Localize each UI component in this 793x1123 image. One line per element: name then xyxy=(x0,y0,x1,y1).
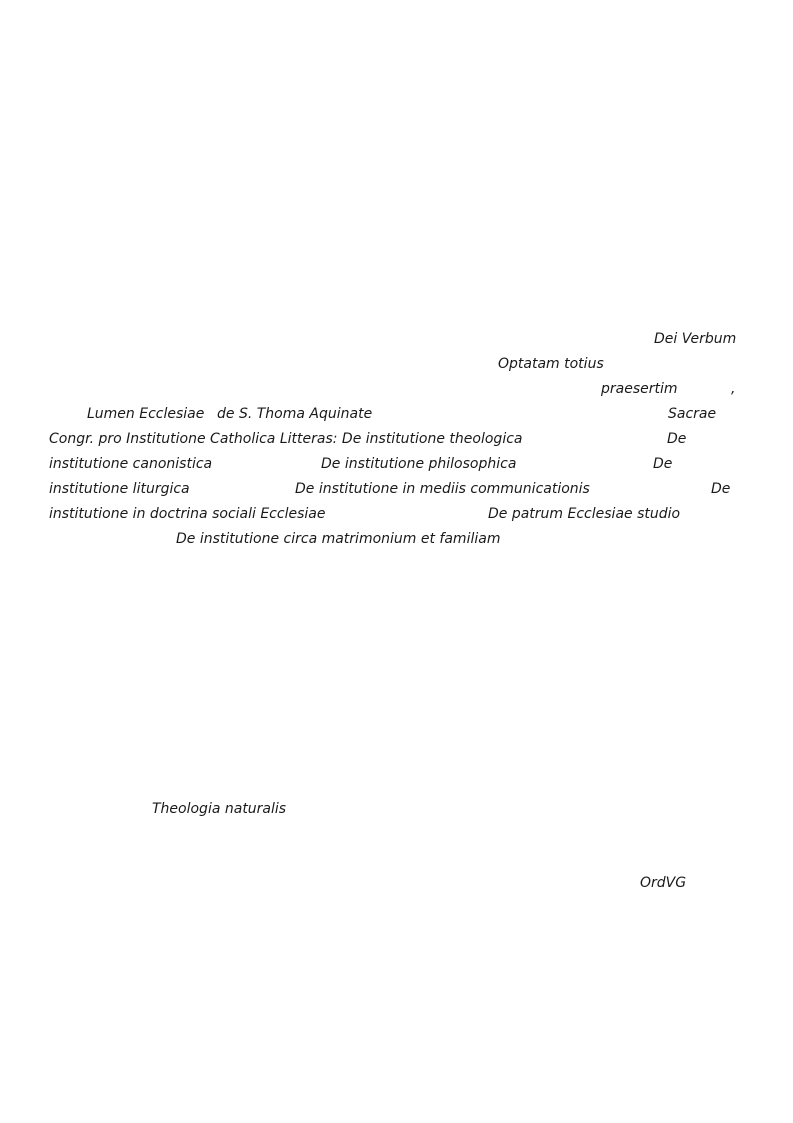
text-ordvg: OrdVG xyxy=(640,875,687,891)
text-de-institutione-mediis: De institutione in mediis communicationis xyxy=(295,481,590,497)
text-institutione-canonistica: institutione canonistica xyxy=(49,456,213,472)
text-optatam-totius: Optatam totius xyxy=(498,356,604,372)
text-praesertim: praesertim xyxy=(601,381,678,397)
text-de-s-thoma: de S. Thoma Aquinate xyxy=(217,406,373,422)
text-lumen-ecclesiae: Lumen Ecclesiae xyxy=(87,406,205,422)
text-dei-verbum: Dei Verbum xyxy=(654,331,737,347)
text-sacrae: Sacrae xyxy=(668,406,717,422)
text-theologia-naturalis: Theologia naturalis xyxy=(152,801,287,817)
text-comma: , xyxy=(731,381,736,397)
text-de-matrimonium: De institutione circa matrimonium et familiam xyxy=(176,531,501,547)
text-de-2: De xyxy=(653,456,673,472)
text-congr-litteras: Congr. pro Institutione Catholica Litteras: De institutione theologica xyxy=(49,431,523,447)
text-de-3: De xyxy=(711,481,731,497)
text-de-patrum: De patrum Ecclesiae studio xyxy=(488,506,681,522)
text-de-1: De xyxy=(667,431,687,447)
text-de-institutione-philosophica: De institutione philosophica xyxy=(321,456,517,472)
text-institutione-doctrina: institutione in doctrina sociali Ecclesiae xyxy=(49,506,326,522)
text-institutione-liturgica: institutione liturgica xyxy=(49,481,190,497)
